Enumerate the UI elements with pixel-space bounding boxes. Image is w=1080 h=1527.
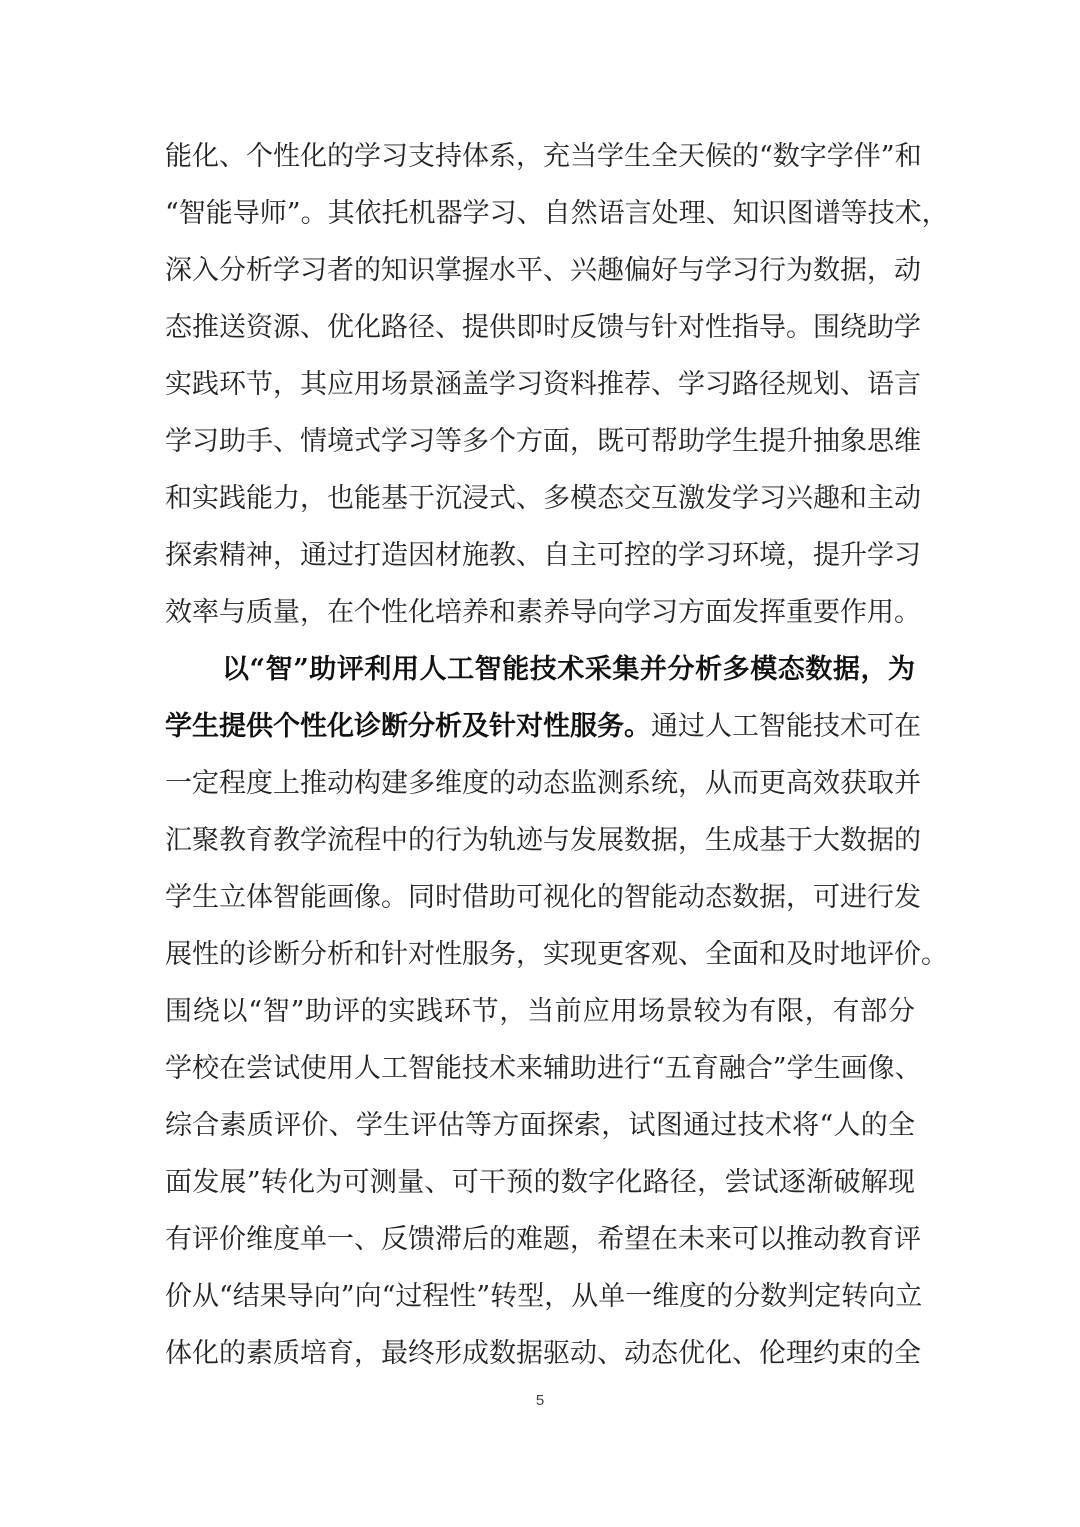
text-line: 和实践能力，也能基于沉浸式、多模态交互激发学习兴趣和主动 bbox=[165, 483, 921, 514]
text-line: 学校在尝试使用人工智能技术来辅助进行“五育融合”学生画像、 bbox=[165, 1053, 922, 1084]
text-line: 实践环节，其应用场景涵盖学习资料推荐、学习路径规划、语言 bbox=[165, 369, 921, 400]
text-line: 体化的素质培育，最终形成数据驱动、动态优化、伦理约束的全 bbox=[165, 1338, 921, 1369]
paragraph-heading-continuation: 学生提供个性化诊断分析及针对性服务。 bbox=[165, 711, 651, 742]
text-line: 有评价维度单一、反馈滞后的难题，希望在未来可以推动教育评 bbox=[165, 1224, 921, 1255]
text-line: 能化、个性化的学习支持体系，充当学生全天候的“数字学伴”和 bbox=[165, 141, 922, 172]
text-line: 汇聚教育教学流程中的行为轨迹与发展数据，生成基于大数据的 bbox=[165, 825, 921, 856]
text-line: 探索精神，通过打造因材施教、自主可控的学习环境，提升学习 bbox=[165, 540, 921, 571]
text-line: “智能导师”。其依托机器学习、自然语言处理、知识图谱等技术， bbox=[165, 198, 949, 229]
text-line: 一定程度上推动构建多维度的动态监测系统，从而更高效获取并 bbox=[165, 768, 921, 799]
paragraph-heading-line: 以“智”助评利用人工智能技术采集并分析多模态数据，为 bbox=[222, 654, 915, 685]
text-span: 通过人工智能技术可在 bbox=[651, 711, 921, 742]
text-line: 学生立体智能画像。同时借助可视化的智能动态数据，可进行发 bbox=[165, 882, 921, 913]
text-line: 综合素质评价、学生评估等方面探索，试图通过技术将“人的全 bbox=[165, 1110, 915, 1141]
text-line: 深入分析学习者的知识掌握水平、兴趣偏好与学习行为数据，动 bbox=[165, 255, 921, 286]
text-line: 面发展”转化为可测量、可干预的数字化路径，尝试逐渐破解现 bbox=[165, 1167, 915, 1198]
text-line: 展性的诊断分析和针对性服务，实现更客观、全面和及时地评价。 bbox=[165, 939, 948, 970]
text-line bbox=[165, 707, 921, 747]
text-line: 学习助手、情境式学习等多个方面，既可帮助学生提升抽象思维 bbox=[165, 426, 921, 457]
page-number: 5 bbox=[535, 1392, 545, 1409]
text-line: 围绕以“智”助评的实践环节，当前应用场景较为有限，有部分 bbox=[165, 996, 915, 1027]
text-line: 效率与质量，在个性化培养和素养导向学习方面发挥重要作用。 bbox=[165, 597, 921, 628]
text-line: 价从“结果导向”向“过程性”转型，从单一维度的分数判定转向立 bbox=[165, 1281, 923, 1312]
text-line: 态推送资源、优化路径、提供即时反馈与针对性指导。围绕助学 bbox=[165, 312, 921, 343]
